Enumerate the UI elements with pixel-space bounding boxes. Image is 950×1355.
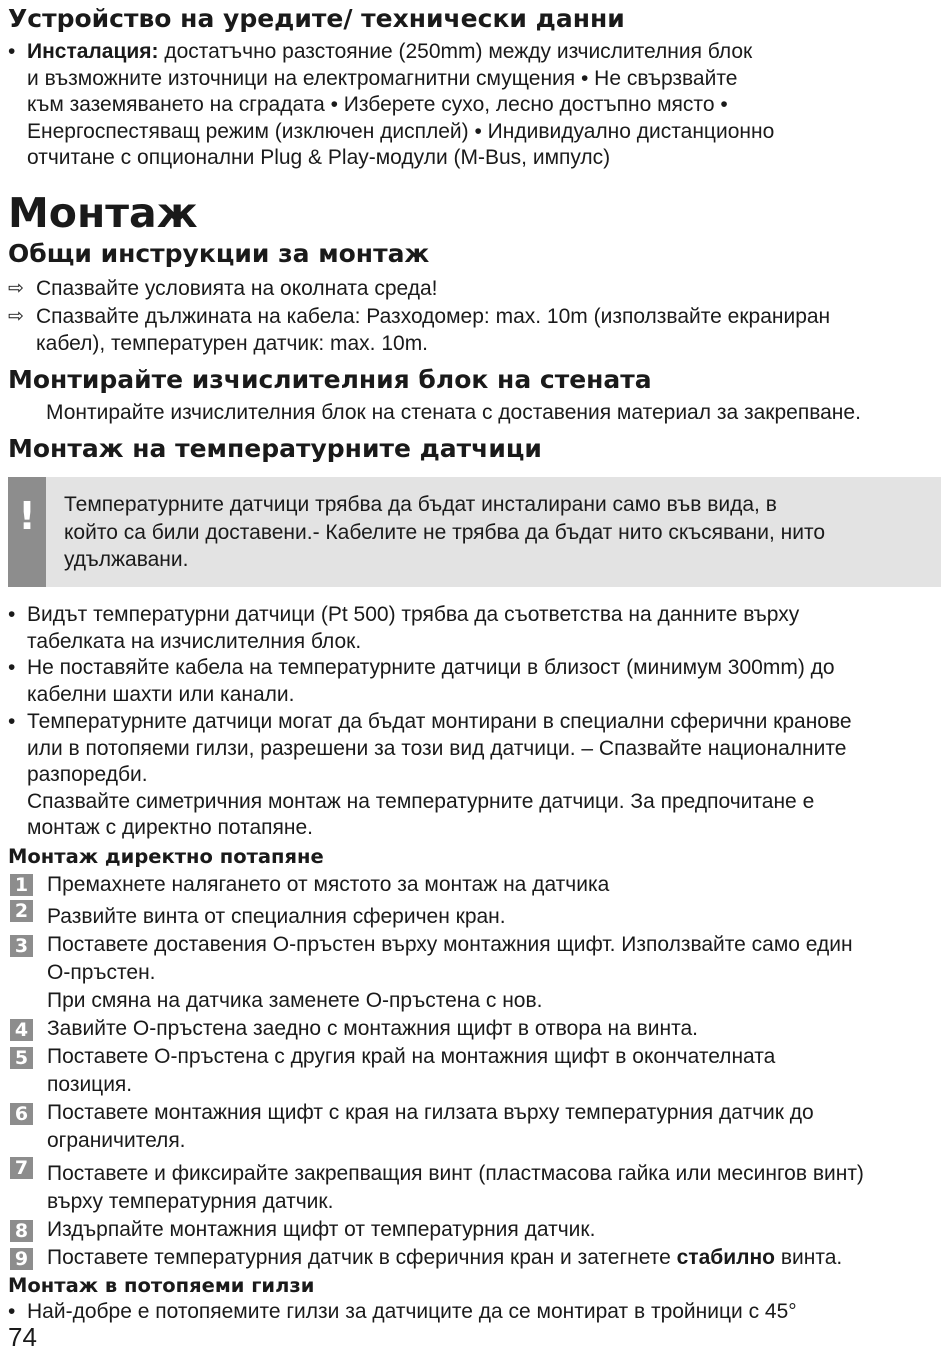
step-text bbox=[47, 931, 947, 1015]
chapter-title: Монтаж bbox=[8, 189, 198, 237]
step-number: 6 bbox=[10, 1103, 33, 1125]
bullet-line: Спазвайте симетричния монтаж на температурните датчици. За предпочитане е bbox=[27, 789, 815, 813]
step-line: Поставете и фиксирайте закрепващия винт (пластмасова гайка или месингов винт) bbox=[47, 1162, 864, 1185]
warning-text bbox=[64, 491, 924, 574]
bullet-item bbox=[27, 602, 942, 655]
warning-line: удължавани. bbox=[64, 548, 189, 571]
step-text-part: Поставете температурния датчик в сферичния кран и затегнете bbox=[47, 1246, 677, 1269]
emphasis-text: стабилно bbox=[676, 1246, 776, 1269]
step-line: Поставете монтажния щифт с края на гилзата върху температурния датчик до bbox=[47, 1101, 814, 1124]
step-line: О-пръстен. bbox=[47, 961, 156, 984]
installation-line: и възможните източници на електромагнитни смущения • Не свързвайте bbox=[27, 66, 738, 90]
step-number: 8 bbox=[10, 1220, 33, 1242]
step-line: Поставете доставения О-пръстен върху монтажния щифт. Използвайте само един bbox=[47, 933, 853, 956]
section-title-general: Общи инструкции за монтаж bbox=[8, 239, 430, 268]
step-number: 4 bbox=[10, 1019, 33, 1041]
warning-box bbox=[8, 477, 941, 587]
step-line: При смяна на датчика заменете О-пръстена с нов. bbox=[47, 989, 543, 1012]
page-number: 74 bbox=[8, 1322, 37, 1352]
step-line: ограничителя. bbox=[47, 1129, 186, 1152]
step-text bbox=[47, 1043, 947, 1099]
warning-line: който са били доставени.- Кабелите не трябва да бъдат нито скъсявани, нито bbox=[64, 520, 826, 544]
bullet-line: табелката на изчислителния блок. bbox=[27, 629, 362, 653]
installation-line: Енергоспестяващ режим (изключен дисплей) • Индивидуално дистанционно bbox=[27, 119, 775, 143]
bullet-glyph: • bbox=[8, 656, 16, 679]
bullet-line: монтаж с директно потапяне. bbox=[27, 816, 313, 840]
step-number: 3 bbox=[10, 935, 33, 957]
warning-line: Температурните датчици трябва да бъдат инсталирани само във вида, в bbox=[64, 493, 777, 516]
installation-line: отчитане с опционални Plug & Play-модули (M-Bus, импулс) bbox=[27, 146, 611, 170]
step-number: 2 bbox=[10, 900, 33, 922]
step-number: 7 bbox=[10, 1157, 33, 1179]
installation-line: към заземяването на сградата • Изберете сухо, лесно достъпно място • bbox=[27, 93, 728, 117]
step-text: Премахнете налягането от мястото за монтаж на датчика bbox=[47, 873, 610, 896]
installation-line: достатъчно разстояние (250mm) между изчислителния блок bbox=[164, 40, 753, 63]
step-text-part: винта. bbox=[775, 1246, 843, 1269]
instruction-line: кабел), температурен датчик: max. 10m. bbox=[36, 331, 429, 355]
wall-instruction: Монтирайте изчислителния блок на стената с доставения материал за закрепване. bbox=[46, 401, 861, 424]
bullet-glyph: • bbox=[8, 1300, 16, 1323]
bullet-glyph: • bbox=[8, 710, 16, 733]
section-title-wall: Монтирайте изчислителния блок на стената bbox=[8, 365, 652, 394]
bullet-line: разпоредби. bbox=[27, 763, 148, 787]
section-title-device: Устройство на уредите/ технически данни bbox=[8, 4, 625, 33]
step-text: Завийте О-пръстена заедно с монтажния щифт в отвора на винта. bbox=[47, 1017, 699, 1040]
instruction-paragraph bbox=[36, 304, 941, 357]
exclamation-icon: ! bbox=[8, 477, 46, 587]
bullet-item bbox=[27, 655, 942, 708]
section-title-sensors: Монтаж на температурните датчици bbox=[8, 434, 542, 463]
step-number: 5 bbox=[10, 1047, 33, 1069]
installation-label: Инсталация: bbox=[27, 40, 159, 63]
bullet-line: Най-добре е потопяемите гилзи за датчиците да се монтират в тройници с 45° bbox=[27, 1300, 797, 1323]
bullet-glyph: • bbox=[8, 603, 16, 626]
bullet-glyph: • bbox=[8, 40, 16, 63]
step-number: 1 bbox=[10, 874, 33, 896]
step-text bbox=[47, 1099, 947, 1155]
step-text: Издърпайте монтажния щифт от температурния датчик. bbox=[47, 1218, 596, 1241]
step-text bbox=[47, 1244, 947, 1272]
bullet-line: или в потопяеми гилзи, разрешени за този вид датчици. – Спазвайте националните bbox=[27, 736, 847, 760]
bullet-line: Температурните датчици могат да бъдат монтирани в специални сферични кранове bbox=[27, 710, 852, 733]
bullet-line: Не поставяйте кабела на температурните датчици в близост (минимум 300mm) до bbox=[27, 656, 835, 679]
installation-paragraph bbox=[27, 39, 937, 172]
step-line: върху температурния датчик. bbox=[47, 1190, 334, 1213]
step-number: 9 bbox=[10, 1248, 33, 1270]
bullet-item bbox=[27, 709, 942, 842]
step-line: Поставете О-пръстена с другия край на монтажния щифт в окончателната bbox=[47, 1045, 776, 1068]
bullet-line: Видът температурни датчици (Pt 500) трябва да съответства на данните върху bbox=[27, 603, 800, 626]
step-text: Развийте винта от специалния сферичен кран. bbox=[47, 905, 506, 928]
subsection-title-direct: Монтаж директно потапяне bbox=[8, 845, 324, 868]
step-text bbox=[47, 1160, 947, 1216]
subsection-title-wells: Монтаж в потопяеми гилзи bbox=[8, 1274, 315, 1297]
arrow-right-icon: ⇨ bbox=[8, 306, 24, 327]
instruction-line: Спазвайте дължината на кабела: Разходомер: max. 10m (използвайте екраниран bbox=[36, 305, 831, 328]
bullet-line: кабелни шахти или канали. bbox=[27, 682, 295, 706]
step-line: позиция. bbox=[47, 1073, 133, 1096]
arrow-right-icon: ⇨ bbox=[8, 278, 24, 299]
instruction-line: Спазвайте условията на околната среда! bbox=[36, 277, 438, 300]
